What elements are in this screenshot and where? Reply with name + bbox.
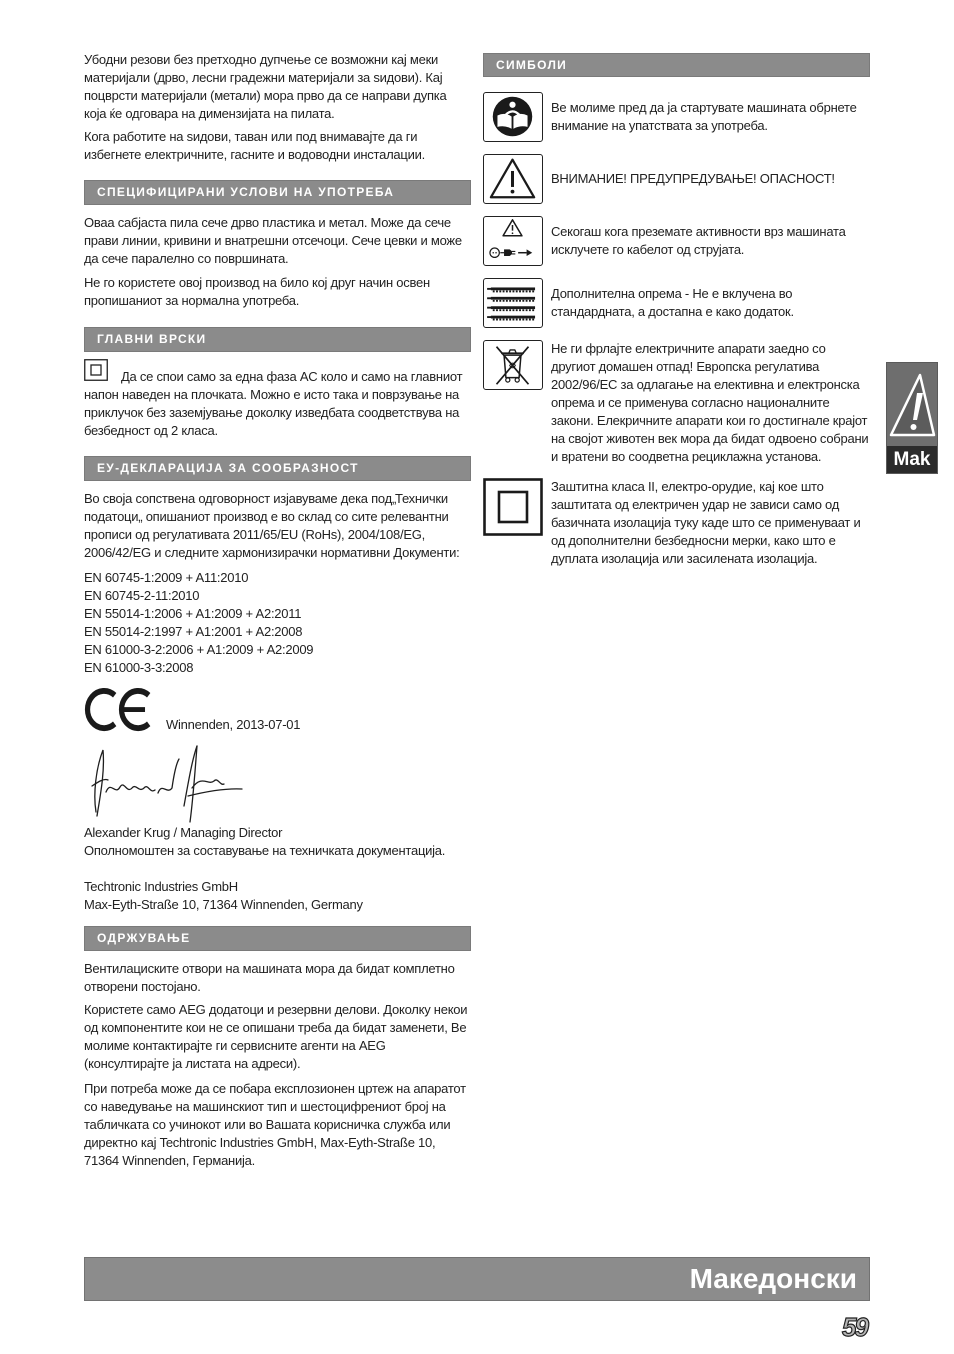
page-number: 59 [842, 1312, 867, 1342]
section-heading-eu-declaration: ЕУ-ДЕКЛАРАЦИЈА ЗА СООБРАЗНОСТ [84, 456, 471, 481]
mains-connection-paragraph [84, 359, 471, 440]
symbol-description: ВНИМАНИЕ! ПРЕДУПРЕДУВАЊЕ! ОПАСНОСТ! [551, 171, 835, 186]
accessory-blades-icon [483, 278, 543, 328]
symbol-row [483, 92, 870, 142]
signature-image [84, 742, 244, 824]
symbol-row [483, 154, 870, 204]
section-heading-maintenance: ОДРЖУВАЊЕ [84, 926, 471, 951]
ce-mark-icon [84, 687, 152, 734]
section-heading-mains-connection: ГЛАВНИ ВРСКИ [84, 327, 471, 352]
standard-item: EN 60745-1:2009 + A11:2010 [84, 570, 249, 585]
standard-item: EN 61000-3-2:2006 + A1:2009 + A2:2009 [84, 642, 314, 657]
section-heading-symbols: СИМБОЛИ [483, 53, 870, 77]
maintenance-paragraph: При потреба може да се побара експлозионен цртеж на апаратот со наведување на машинскиот тип и шестоцифрениот број на табличката со учинокот или во Вашата корисничка служба или директно кај Techtronic Industries GmbH, Max-Eyth-Straße 10, 71364 Winnenden, Германија. [84, 1081, 466, 1168]
symbol-row [483, 278, 870, 328]
double-insulation-icon [84, 359, 108, 381]
footer-language-banner [84, 1257, 870, 1301]
company-address: Max-Eyth-Straße 10, 71364 Winnenden, Germany [84, 897, 363, 912]
footer-language-title: Македонски [689, 1263, 857, 1294]
eu-declaration-text: Во своја сопствена одговорност изјавуваме дека под„Технички податоци„ опишаниот производ е во склад со сите релевантни прописи од регулативата 2011/65/EU (RoHs), 2004/108/EG, 2006/42/EG и следните хармонизирачки нормативни Документи: [84, 491, 460, 560]
symbol-row [483, 478, 870, 568]
section-heading-specified-use: СПЕЦИФИЦИРАНИ УСЛОВИ НА УПОТРЕБА [84, 180, 471, 205]
symbol-description: Ве молиме пред да ја стартувате машината обрнете внимание на упатствата за употреба. [551, 100, 857, 133]
language-side-tab [886, 362, 938, 474]
right-column [483, 53, 870, 568]
specified-use-paragraph: Не го користете овој производ на било кој друг начин освен пропишаниот за нормална употреба. [84, 275, 430, 308]
left-column [84, 51, 471, 1170]
standard-item: EN 61000-3-3:2008 [84, 660, 194, 675]
language-tab-label: Mak [887, 446, 937, 473]
symbol-description: Дополнителна опрема - Не е вклучена во стандардната, а достапна е како додаток. [551, 286, 794, 319]
symbol-row [483, 340, 870, 466]
intro-paragraph: Убодни резови без претходно дупчење се возможни кај меки материјали (дрво, лесни градежни материјали за ѕидови). Кај поцврсти материјали (метали) мора прво да се направи дупка која ќе одговара на димензијата на пилата. [84, 52, 447, 121]
signatory-block [84, 824, 471, 914]
company-name: Techtronic Industries GmbH [84, 879, 238, 894]
warning-triangle-icon [483, 154, 543, 204]
symbol-row [483, 216, 870, 266]
specified-use-paragraph: Оваа сабјаста пила сече дрво пластика и метал. Може да сече прави линии, кривини и внатрешни отсечоци. Сече цевки и може да сече паралелно со површината. [84, 215, 462, 266]
signatory-name: Alexander Krug / Managing Director [84, 825, 283, 840]
unplug-warning-icon [483, 216, 543, 266]
protection-class-ii-icon [483, 478, 543, 536]
standards-list [84, 569, 471, 677]
maintenance-paragraph: Користете само AEG додатоци и резервни делови. Доколку некои од компонентите кои не се опишани треба да бидат заменети, Ве молиме контактирајте ги сервисните агенти на AEG (консултирајте ја листата на адреси). [84, 1002, 468, 1071]
warning-exclamation-icon [887, 363, 937, 447]
symbol-description: Не ги фрлајте електричните апарати заедно со другиот домашен отпад! Европска регулатива 2002/96/EC за одлагање на елективна и електронска опрема и се применува согласно националните закони. Елекричните апарати кои го достигнале крајот на својот животен век мора да бидат одвоено собрани и вратени во соодветна рециклажна установа. [551, 341, 869, 464]
standard-item: EN 55014-2:1997 + A1:2001 + A2:2008 [84, 624, 303, 639]
symbol-description: Секогаш кога преземате активности врз машината исклучете го кабелот од струјата. [551, 224, 846, 257]
weee-crossed-bin-icon [483, 340, 543, 390]
place-date: Winnenden, 2013-07-01 [166, 717, 301, 732]
standard-item: EN 60745-2-11:2010 [84, 588, 200, 603]
authorization-note: Ополномоштен за составување на техничката документација. [84, 843, 446, 858]
ce-row [84, 687, 471, 734]
maintenance-paragraph: Вентилациските отвори на машината мора да бидат комплетно отворени постојано. [84, 961, 455, 994]
read-manual-icon [483, 92, 543, 142]
symbol-description: Заштитна класа II, електро-орудие, кај кое што заштитата од електричен удар не зависи само од базичната изолација туку каде што се применуваат и од дополнителни безбедносни мерки, како што е дуплата изолација или засилената изолација. [551, 479, 861, 566]
standard-item: EN 55014-1:2006 + A1:2009 + A2:2011 [84, 606, 302, 621]
mains-connection-text: Да се спои само за една фаза AC коло и само на главниот напон наведен на плочката. Можно е исто така и поврзување на приклучок без заземјување доколку изведбата соодветствува на безбедност од 2 класа. [84, 369, 463, 438]
intro-paragraph: Кога работите на ѕидови, таван или под внимавајте да ги избегнете електричните, гасните и водоводни инсталации. [84, 129, 425, 162]
